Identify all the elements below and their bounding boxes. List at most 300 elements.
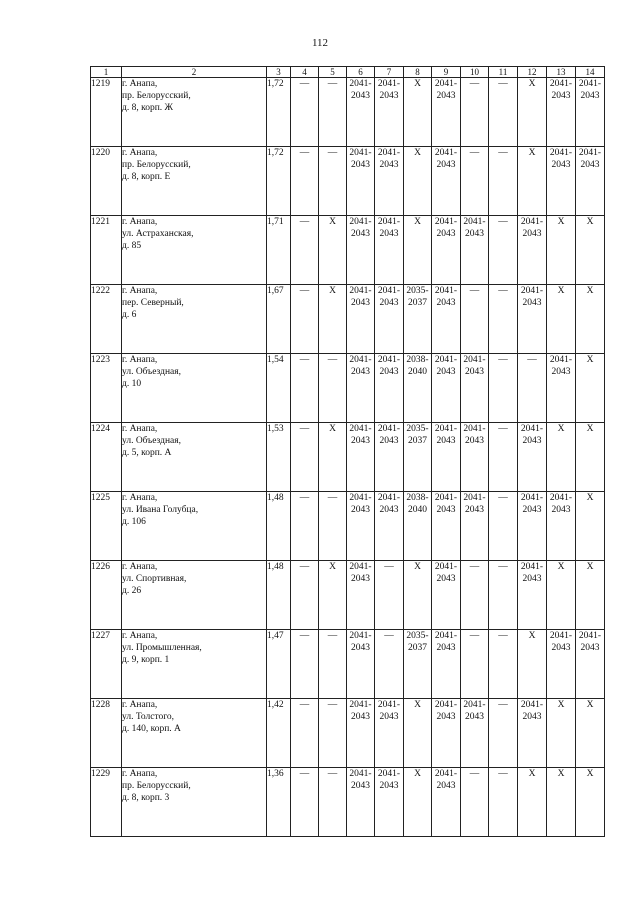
cell-text: 2041- — [377, 217, 401, 227]
cell-col-7 — [375, 768, 404, 837]
cell-text: — — [384, 631, 394, 641]
cell-text: 2043 — [551, 505, 571, 515]
value-cell: 1,72 — [267, 147, 291, 216]
cell-col-9 — [432, 561, 461, 630]
table-row — [91, 699, 605, 768]
cell-col-6 — [347, 354, 375, 423]
cell-text: — — [498, 769, 508, 779]
column-header-13: 13 — [547, 67, 576, 78]
cell-text: 2041- — [434, 217, 458, 227]
table-row — [91, 147, 605, 216]
cell-text: 2043 — [551, 643, 571, 653]
cell-text: — — [498, 148, 508, 158]
cell-text: 2043 — [551, 91, 571, 101]
cell-col-10 — [461, 285, 489, 354]
cell-text: 2041- — [520, 217, 544, 227]
cell-text: 2041- — [549, 355, 573, 365]
cell-text: X — [586, 424, 594, 434]
cell-text: 2043 — [522, 298, 542, 308]
cell-col-5 — [319, 768, 347, 837]
cell-text: 2041- — [434, 286, 458, 296]
cell-col-8 — [404, 492, 432, 561]
cell-text: X — [414, 769, 421, 779]
address-cell — [122, 699, 267, 768]
address-line: пр. Белорусский, — [122, 160, 191, 170]
cell-text: 2043 — [351, 712, 370, 722]
cell-text: — — [299, 631, 310, 641]
cell-col-11 — [489, 354, 518, 423]
cell-text: — — [469, 631, 480, 641]
cell-text: 2043 — [522, 436, 542, 446]
cell-text: — — [299, 493, 310, 503]
address-line: г. Анапа, — [122, 493, 158, 503]
cell-col-4 — [291, 768, 319, 837]
address-line: д. 5, корп. А — [122, 448, 172, 458]
cell-text: 2041- — [434, 79, 458, 89]
cell-text: 2041- — [549, 148, 573, 158]
address-line: ул. Толстого, — [122, 712, 175, 722]
cell-text: X — [528, 631, 536, 641]
cell-text: 2041- — [377, 769, 401, 779]
cell-col-9 — [432, 147, 461, 216]
cell-col-8 — [404, 285, 432, 354]
cell-col-12 — [518, 630, 547, 699]
cell-col-13 — [547, 630, 576, 699]
cell-col-6 — [347, 423, 375, 492]
cell-col-9 — [432, 354, 461, 423]
cell-text: 2041- — [434, 424, 458, 434]
address-line: пр. Белорусский, — [122, 781, 191, 791]
cell-text: 2043 — [379, 298, 399, 308]
value-cell: 1,72 — [267, 78, 291, 147]
cell-col-7 — [375, 492, 404, 561]
cell-col-12 — [518, 216, 547, 285]
cell-col-14 — [576, 354, 605, 423]
address-line: ул. Астраханская, — [122, 229, 194, 239]
cell-text: X — [528, 148, 536, 158]
address-line: д. 8, корп. 3 — [122, 793, 170, 803]
address-line: г. Анапа, — [122, 631, 158, 641]
cell-text: 2041- — [377, 493, 401, 503]
cell-text: — — [299, 79, 310, 89]
cell-col-11 — [489, 492, 518, 561]
column-header-8: 8 — [404, 67, 432, 78]
cell-text: 2043 — [379, 781, 399, 791]
address-line: ул. Объездная, — [122, 436, 181, 446]
cell-text: X — [329, 286, 336, 296]
value-cell: 1,48 — [267, 492, 291, 561]
cell-text: 2043 — [522, 505, 542, 515]
cell-text: X — [586, 493, 594, 503]
address-cell — [122, 285, 267, 354]
table-row — [91, 630, 605, 699]
cell-text: X — [329, 217, 336, 227]
cell-text: 2043 — [379, 367, 399, 377]
cell-col-12 — [518, 768, 547, 837]
cell-text: 2043 — [436, 229, 456, 239]
cell-col-4 — [291, 561, 319, 630]
cell-col-4 — [291, 354, 319, 423]
cell-col-12 — [518, 561, 547, 630]
cell-col-12 — [518, 147, 547, 216]
cell-text: X — [329, 424, 336, 434]
cell-text: 2043 — [580, 643, 600, 653]
cell-text: 2041- — [434, 148, 458, 158]
cell-text: 2043 — [580, 91, 600, 101]
cell-col-12 — [518, 699, 547, 768]
column-header-6: 6 — [347, 67, 375, 78]
cell-col-5 — [319, 216, 347, 285]
cell-text: X — [414, 148, 421, 158]
table-row — [91, 216, 605, 285]
cell-text: 2041- — [434, 769, 458, 779]
cell-text: — — [469, 286, 480, 296]
cell-col-13 — [547, 699, 576, 768]
address-cell — [122, 354, 267, 423]
cell-col-13 — [547, 147, 576, 216]
cell-col-5 — [319, 699, 347, 768]
cell-text: — — [498, 562, 508, 572]
cell-text: 2043 — [551, 367, 571, 377]
cell-text: 2043 — [522, 712, 542, 722]
cell-text: 2043 — [436, 160, 456, 170]
cell-text: 2043 — [379, 229, 399, 239]
address-cell — [122, 492, 267, 561]
cell-text: 2041- — [578, 148, 602, 158]
table-row — [91, 492, 605, 561]
cell-col-8 — [404, 354, 432, 423]
cell-col-7 — [375, 285, 404, 354]
cell-text: X — [586, 217, 594, 227]
cell-col-9 — [432, 423, 461, 492]
cell-col-7 — [375, 561, 404, 630]
cell-text: 2043 — [436, 574, 456, 584]
cell-text: 2041- — [578, 79, 602, 89]
row-number: 1220 — [91, 147, 122, 216]
cell-text: — — [327, 493, 338, 503]
cell-col-5 — [319, 147, 347, 216]
cell-col-7 — [375, 699, 404, 768]
cell-text: — — [299, 148, 310, 158]
cell-col-7 — [375, 216, 404, 285]
cell-col-7 — [375, 354, 404, 423]
cell-text: 2041- — [434, 355, 458, 365]
cell-text: 2041- — [520, 493, 544, 503]
cell-text: 2043 — [351, 229, 370, 239]
cell-col-5 — [319, 354, 347, 423]
cell-text: 2043 — [379, 505, 399, 515]
column-header-1: 1 — [91, 67, 122, 78]
address-line: д. 140, корп. А — [122, 724, 181, 734]
cell-col-12 — [518, 78, 547, 147]
cell-text: — — [327, 79, 338, 89]
cell-col-6 — [347, 768, 375, 837]
cell-text: X — [557, 286, 565, 296]
cell-text: 2043 — [522, 574, 542, 584]
cell-col-11 — [489, 216, 518, 285]
cell-col-6 — [347, 216, 375, 285]
cell-col-6 — [347, 561, 375, 630]
cell-col-11 — [489, 423, 518, 492]
cell-text: — — [498, 424, 508, 434]
cell-text: 2043 — [351, 781, 370, 791]
row-number: 1229 — [91, 768, 122, 837]
address-line: д. 106 — [122, 517, 146, 527]
cell-col-14 — [576, 492, 605, 561]
address-line: д. 6 — [122, 310, 137, 320]
cell-col-14 — [576, 147, 605, 216]
value-cell: 1,71 — [267, 216, 291, 285]
cell-text: — — [527, 355, 537, 365]
address-cell — [122, 561, 267, 630]
column-header-2: 2 — [122, 67, 267, 78]
table-row — [91, 285, 605, 354]
address-cell — [122, 768, 267, 837]
cell-text: — — [469, 148, 480, 158]
cell-text: 2041- — [463, 424, 486, 434]
cell-text: 2043 — [465, 229, 484, 239]
cell-col-14 — [576, 768, 605, 837]
cell-col-4 — [291, 699, 319, 768]
cell-text: 2041- — [434, 562, 458, 572]
cell-text: X — [557, 217, 565, 227]
cell-text: 2043 — [351, 91, 370, 101]
cell-text: 2041- — [349, 769, 372, 779]
cell-col-12 — [518, 423, 547, 492]
address-line: д. 8, корп. Е — [122, 172, 171, 182]
cell-col-10 — [461, 561, 489, 630]
cell-text: 2041- — [520, 562, 544, 572]
cell-col-13 — [547, 78, 576, 147]
cell-col-11 — [489, 630, 518, 699]
cell-text: 2043 — [436, 298, 456, 308]
cell-text: 2041- — [349, 148, 372, 158]
cell-text: 2043 — [551, 160, 571, 170]
cell-col-9 — [432, 768, 461, 837]
cell-col-8 — [404, 423, 432, 492]
address-cell — [122, 630, 267, 699]
cell-text: 2041- — [349, 562, 372, 572]
cell-col-12 — [518, 492, 547, 561]
cell-text: — — [498, 700, 508, 710]
cell-col-8 — [404, 216, 432, 285]
cell-text: 2043 — [351, 298, 370, 308]
cell-col-6 — [347, 285, 375, 354]
cell-col-5 — [319, 285, 347, 354]
row-number: 1227 — [91, 630, 122, 699]
cell-col-10 — [461, 216, 489, 285]
cell-text: — — [327, 631, 338, 641]
cell-col-9 — [432, 216, 461, 285]
cell-text: — — [327, 700, 338, 710]
cell-text: — — [299, 286, 310, 296]
cell-text: X — [586, 700, 594, 710]
cell-text: 2041- — [549, 631, 573, 641]
cell-text: 2041- — [377, 355, 401, 365]
table-row — [91, 423, 605, 492]
cell-col-4 — [291, 423, 319, 492]
cell-col-10 — [461, 423, 489, 492]
cell-text: X — [414, 562, 421, 572]
address-line: г. Анапа, — [122, 562, 158, 572]
cell-col-9 — [432, 699, 461, 768]
table-row — [91, 768, 605, 837]
cell-col-12 — [518, 285, 547, 354]
cell-text: 2043 — [465, 505, 484, 515]
cell-text: 2041- — [578, 631, 602, 641]
row-number: 1225 — [91, 492, 122, 561]
cell-col-5 — [319, 492, 347, 561]
cell-text: — — [469, 79, 480, 89]
value-cell: 1,47 — [267, 630, 291, 699]
cell-col-10 — [461, 630, 489, 699]
address-line: г. Анапа, — [122, 424, 158, 434]
cell-text: 2043 — [351, 574, 370, 584]
cell-text: X — [557, 769, 565, 779]
cell-col-14 — [576, 285, 605, 354]
column-header-3: 3 — [267, 67, 291, 78]
cell-text: — — [299, 562, 310, 572]
table-body — [91, 78, 605, 837]
cell-text: 2041- — [520, 286, 544, 296]
value-cell: 1,54 — [267, 354, 291, 423]
cell-text: X — [557, 700, 565, 710]
cell-col-14 — [576, 78, 605, 147]
table-row — [91, 78, 605, 147]
cell-text: 2043 — [465, 436, 484, 446]
data-table — [90, 66, 605, 837]
cell-col-10 — [461, 78, 489, 147]
cell-col-14 — [576, 630, 605, 699]
cell-text: 2043 — [436, 712, 456, 722]
cell-text: X — [414, 700, 421, 710]
cell-col-11 — [489, 78, 518, 147]
column-header-11: 11 — [489, 67, 518, 78]
cell-text: 2041- — [349, 700, 372, 710]
cell-col-7 — [375, 423, 404, 492]
address-line: г. Анапа, — [122, 700, 158, 710]
cell-col-8 — [404, 147, 432, 216]
cell-col-5 — [319, 630, 347, 699]
cell-text: 2035- — [406, 631, 429, 641]
address-line: д. 85 — [122, 241, 142, 251]
cell-text: 2043 — [351, 643, 370, 653]
row-number: 1224 — [91, 423, 122, 492]
cell-text: 2043 — [580, 160, 600, 170]
column-header-9: 9 — [432, 67, 461, 78]
cell-text: — — [498, 79, 508, 89]
cell-col-10 — [461, 699, 489, 768]
address-line: ул. Объездная, — [122, 367, 181, 377]
cell-text: 2043 — [379, 712, 399, 722]
cell-text: 2041- — [349, 217, 372, 227]
cell-col-10 — [461, 768, 489, 837]
cell-col-6 — [347, 630, 375, 699]
cell-text: — — [498, 355, 508, 365]
cell-text: 2041- — [434, 493, 458, 503]
cell-text: — — [299, 217, 310, 227]
cell-text: — — [498, 493, 508, 503]
cell-col-6 — [347, 699, 375, 768]
cell-text: X — [414, 217, 421, 227]
cell-col-9 — [432, 78, 461, 147]
cell-col-14 — [576, 561, 605, 630]
address-line: д. 8, корп. Ж — [122, 103, 174, 113]
cell-text: 2043 — [351, 160, 370, 170]
cell-text: 2043 — [379, 160, 399, 170]
cell-col-8 — [404, 561, 432, 630]
cell-col-5 — [319, 561, 347, 630]
cell-col-8 — [404, 78, 432, 147]
cell-text: 2043 — [465, 367, 484, 377]
cell-text: — — [498, 217, 508, 227]
cell-text: X — [586, 769, 594, 779]
cell-text: 2043 — [351, 505, 370, 515]
cell-col-11 — [489, 768, 518, 837]
cell-text: 2035- — [406, 424, 429, 434]
address-line: г. Анапа, — [122, 355, 158, 365]
column-header-5: 5 — [319, 67, 347, 78]
cell-text: X — [557, 424, 565, 434]
cell-col-10 — [461, 147, 489, 216]
cell-text: — — [469, 769, 480, 779]
address-line: ул. Ивана Голубца, — [122, 505, 199, 515]
cell-col-11 — [489, 285, 518, 354]
value-cell: 1,53 — [267, 423, 291, 492]
row-number: 1221 — [91, 216, 122, 285]
address-line: г. Анапа, — [122, 79, 158, 89]
cell-col-13 — [547, 423, 576, 492]
page-number: 112 — [311, 37, 329, 49]
cell-col-10 — [461, 492, 489, 561]
cell-col-10 — [461, 354, 489, 423]
cell-text: 2043 — [436, 91, 456, 101]
cell-text: — — [299, 355, 310, 365]
cell-text: 2041- — [349, 79, 372, 89]
cell-text: 2043 — [465, 712, 484, 722]
cell-col-13 — [547, 216, 576, 285]
cell-text: 2040 — [408, 505, 427, 515]
cell-text: 2041- — [520, 424, 544, 434]
cell-text: 2037 — [408, 298, 427, 308]
cell-text: — — [384, 562, 394, 572]
address-line: д. 10 — [122, 379, 142, 389]
cell-col-13 — [547, 285, 576, 354]
cell-col-7 — [375, 147, 404, 216]
column-header-10: 10 — [461, 67, 489, 78]
row-number: 1226 — [91, 561, 122, 630]
row-number: 1219 — [91, 78, 122, 147]
address-line: д. 9, корп. 1 — [122, 655, 170, 665]
cell-col-5 — [319, 78, 347, 147]
cell-col-4 — [291, 285, 319, 354]
cell-text: 2041- — [463, 493, 486, 503]
cell-text: — — [327, 355, 338, 365]
cell-col-7 — [375, 78, 404, 147]
cell-col-11 — [489, 699, 518, 768]
cell-text: X — [528, 769, 536, 779]
cell-text: 2041- — [349, 424, 372, 434]
cell-text: 2041- — [377, 424, 401, 434]
column-header-7: 7 — [375, 67, 404, 78]
cell-text: 2043 — [379, 436, 399, 446]
cell-col-6 — [347, 147, 375, 216]
cell-text: 2037 — [408, 436, 427, 446]
value-cell: 1,48 — [267, 561, 291, 630]
cell-text: X — [329, 562, 336, 572]
cell-text: — — [299, 424, 310, 434]
cell-text: X — [586, 286, 594, 296]
